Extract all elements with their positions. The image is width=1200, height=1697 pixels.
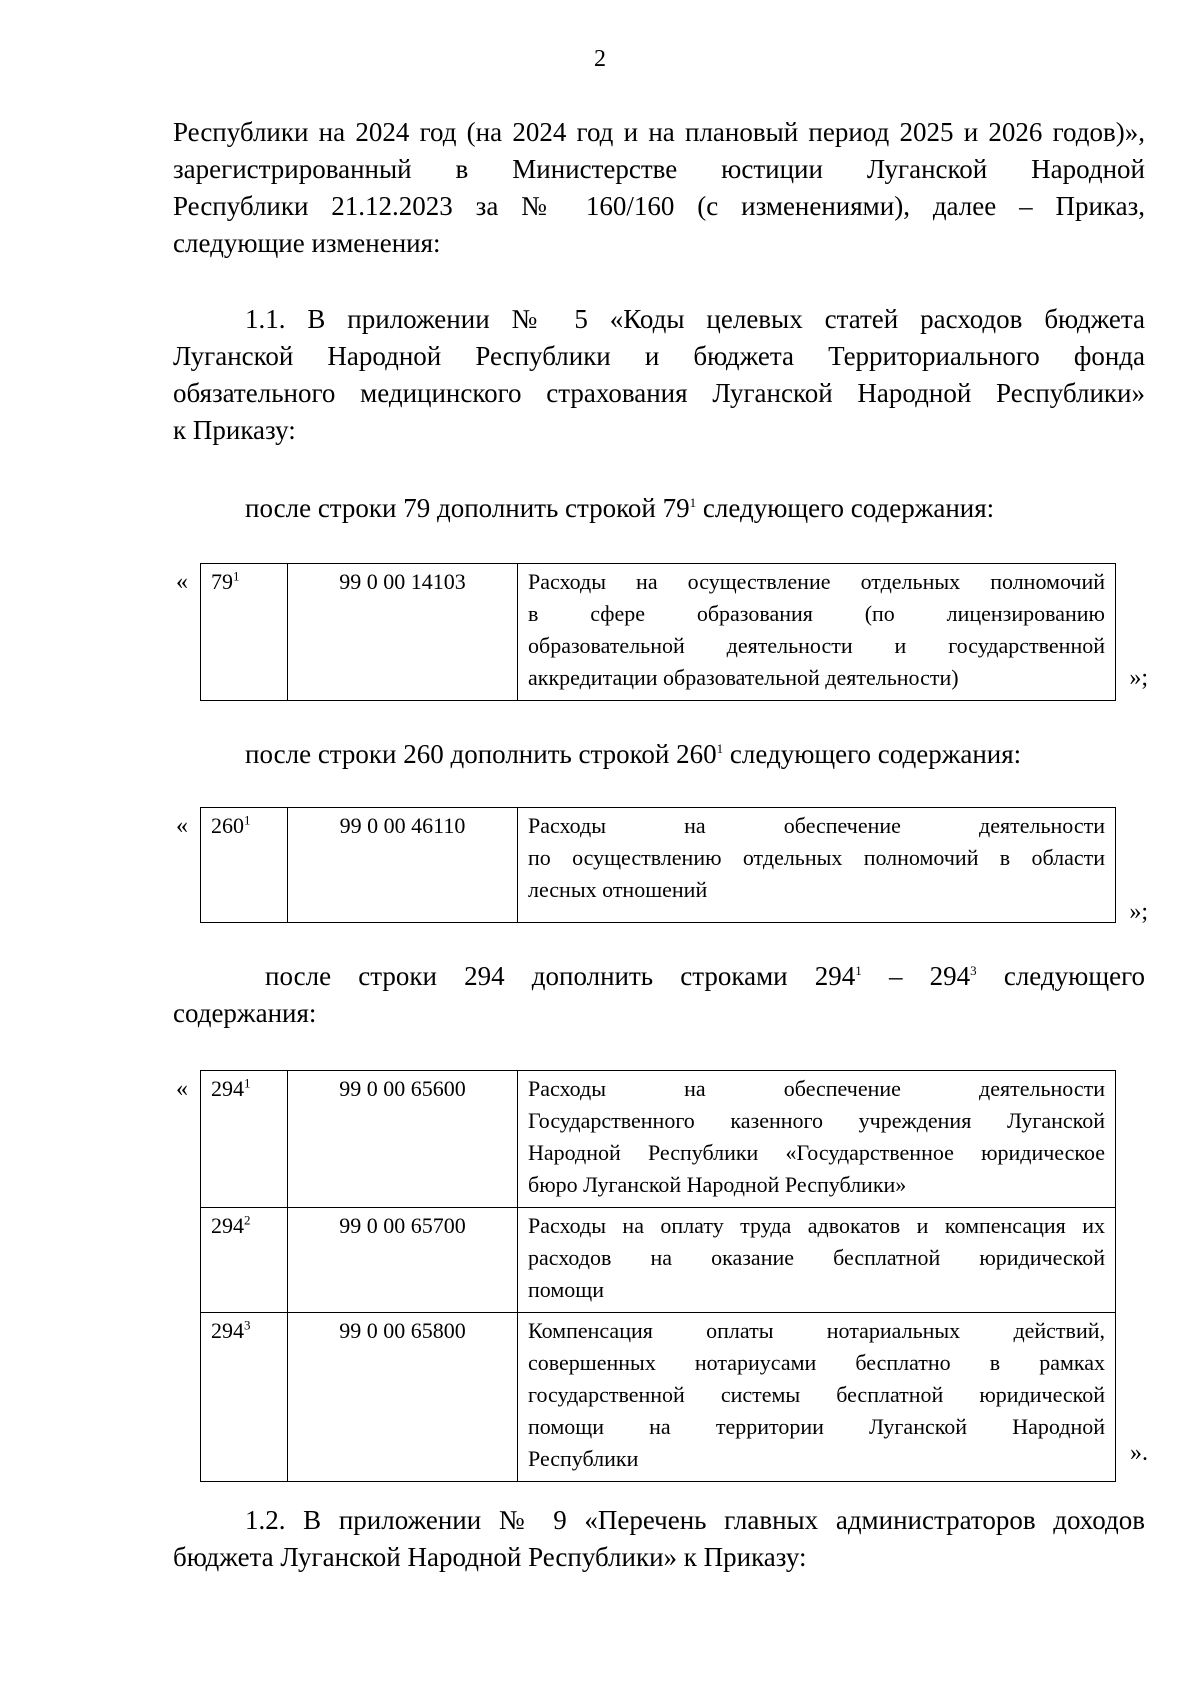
insert-1-table-block bbox=[176, 563, 1148, 698]
description-cell: Расходы на обеспечение деятельности Государственного казенного учреждения Луганской Народной Республики «Государственное юридическое бюро Луганской Народной Республики» bbox=[518, 1071, 1116, 1208]
text-line: 1.1. В приложении № 5 «Коды целевых статей расходов бюджета bbox=[245, 304, 1145, 334]
row-number-cell: $79^1$ bbox=[201, 564, 288, 701]
intro-paragraph bbox=[173, 114, 1145, 262]
quote-close: ». bbox=[1130, 1440, 1148, 1466]
text-line: после строки 294 дополнить строками $294^1 - 294^3$ следующего bbox=[265, 961, 1146, 991]
description-cell: Расходы на обеспечение деятельности по осуществлению отдельных полномочий в области лесных отношений bbox=[518, 808, 1116, 923]
quote-open: « bbox=[176, 813, 188, 839]
codes-table bbox=[200, 1070, 1116, 1482]
row-number-cell: $294^1$ bbox=[201, 1071, 288, 1208]
text-line: Луганской Народной Республики и бюджета Территориального фонда bbox=[173, 341, 1145, 371]
row-number-cell: $294^3$ bbox=[201, 1313, 288, 1482]
description-cell: Расходы на оплату труда адвокатов и компенсация их расходов на оказание бесплатной юридической помощи bbox=[518, 1208, 1116, 1313]
text-line: к Приказу: bbox=[173, 415, 296, 445]
text-line: следующие изменения: bbox=[173, 228, 441, 258]
table-row bbox=[201, 1208, 1116, 1313]
quote-close: »; bbox=[1129, 899, 1148, 925]
table-row bbox=[201, 1313, 1116, 1482]
page-number: 2 bbox=[594, 46, 606, 72]
row-number-cell: $260^1$ bbox=[201, 808, 288, 923]
code-cell: 99 0 00 65600 bbox=[288, 1071, 518, 1208]
text-line: содержания: bbox=[173, 998, 317, 1028]
superscript: 1 bbox=[689, 495, 697, 510]
insert-2-instruction bbox=[173, 736, 1145, 773]
quote-close: »; bbox=[1129, 665, 1148, 691]
codes-table bbox=[200, 563, 1116, 701]
text-line: Республики 21.12.2023 за № 160/160 (с изменениями), далее – Приказ, bbox=[173, 191, 1145, 221]
code-cell: 99 0 00 65700 bbox=[288, 1208, 518, 1313]
codes-table bbox=[200, 807, 1116, 923]
description-cell: Компенсация оплаты нотариальных действий, совершенных нотариусами бесплатно в рамках государственной системы бесплатной юридической помощи на территории Луганской Народной Республики bbox=[518, 1313, 1116, 1482]
row-number-cell: $294^2$ bbox=[201, 1208, 288, 1313]
code-cell: 99 0 00 46110 bbox=[288, 808, 518, 923]
insert-2-table-block bbox=[176, 807, 1148, 927]
table-row bbox=[201, 1071, 1116, 1208]
text-line: обязательного медицинского страхования Луганской Народной Республики» bbox=[173, 378, 1145, 408]
quote-open: « bbox=[176, 569, 188, 595]
instruction-text: после строки 79 дополнить строкой 79 bbox=[245, 493, 690, 523]
instruction-text: следующего содержания: bbox=[696, 493, 995, 523]
section-1-1-paragraph bbox=[173, 301, 1145, 449]
text-line: бюджета Луганской Народной Республики» к Приказу: bbox=[173, 1542, 807, 1572]
instruction-text: следующего содержания: bbox=[723, 739, 1022, 769]
table-row bbox=[201, 564, 1116, 701]
table-row bbox=[201, 808, 1116, 923]
insert-1-instruction bbox=[173, 490, 1145, 527]
text-line: зарегистрированный в Министерстве юстиции Луганской Народной bbox=[173, 154, 1145, 184]
code-cell: 99 0 00 14103 bbox=[288, 564, 518, 701]
quote-open: « bbox=[176, 1076, 188, 1102]
text-line: Республики на 2024 год (на 2024 год и на плановый период 2025 и 2026 годов)», bbox=[173, 117, 1145, 147]
section-1-2-paragraph bbox=[173, 1502, 1145, 1576]
superscript: 1 bbox=[716, 741, 724, 756]
code-cell: 99 0 00 65800 bbox=[288, 1313, 518, 1482]
instruction-text: после строки 260 дополнить строкой 260 bbox=[245, 739, 717, 769]
insert-3-table-block bbox=[176, 1070, 1148, 1470]
description-cell: Расходы на осуществление отдельных полномочий в сфере образования (по лицензированию образовательной деятельности и государственной аккредитации образовательной деятельности) bbox=[518, 564, 1116, 701]
insert-3-instruction bbox=[173, 958, 1145, 1032]
text-line: 1.2. В приложении № 9 «Перечень главных администраторов доходов bbox=[245, 1505, 1145, 1535]
